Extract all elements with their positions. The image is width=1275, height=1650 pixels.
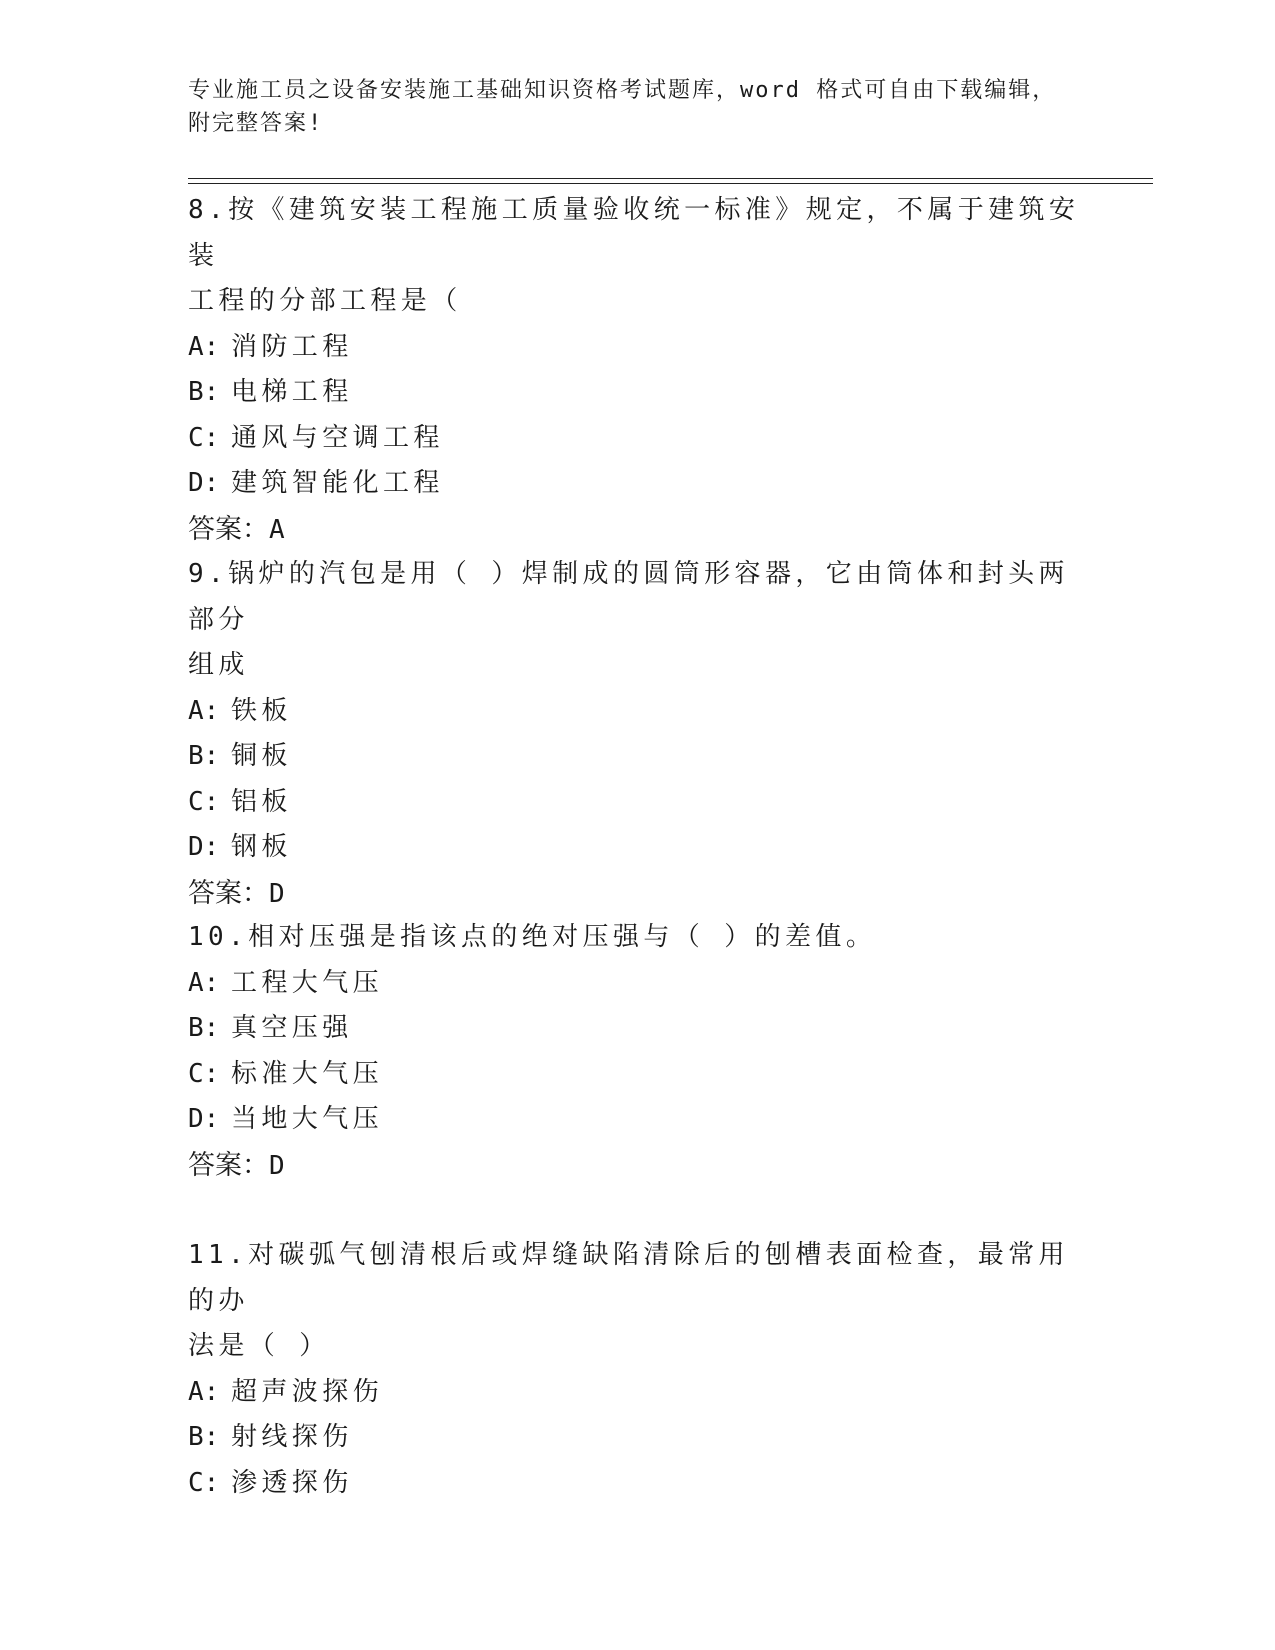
question-stem-line-2: 法是（ ） xyxy=(188,1331,330,1361)
option-text: 消防工程 xyxy=(231,331,353,362)
option-d xyxy=(188,1097,1088,1143)
option-text: 建筑智能化工程 xyxy=(231,468,444,498)
question-8 xyxy=(188,188,1088,553)
option-b xyxy=(188,1006,1088,1052)
option-letter: A: xyxy=(188,331,220,362)
answer-value: A xyxy=(269,514,285,545)
answer-label: 答案： xyxy=(188,877,269,909)
option-letter: D: xyxy=(188,468,220,498)
answer-line xyxy=(188,507,1088,554)
option-c xyxy=(188,416,1088,462)
option-letter: D: xyxy=(188,1104,220,1134)
question-stem-line-1: 9.锅炉的汽包是用（ ）焊制成的圆筒形容器，它由筒体和封头两部分 xyxy=(188,559,1069,635)
option-text: 铝板 xyxy=(231,786,292,817)
option-d xyxy=(188,461,1088,507)
header-line-2: 附完整答案! xyxy=(188,111,324,136)
option-letter: C: xyxy=(188,786,220,817)
option-text: 通风与空调工程 xyxy=(231,422,444,453)
answer-label: 答案： xyxy=(188,513,269,545)
option-text: 钢板 xyxy=(231,832,292,862)
option-d xyxy=(188,825,1088,871)
answer-label: 答案： xyxy=(188,1149,269,1181)
option-text: 超声波探伤 xyxy=(231,1376,384,1407)
option-text: 铁板 xyxy=(231,695,292,726)
option-a xyxy=(188,325,1088,371)
question-stem-line-2: 工程的分部工程是（ xyxy=(188,286,462,316)
option-letter: A: xyxy=(188,695,220,726)
option-letter: B: xyxy=(188,1422,220,1452)
question-11 xyxy=(188,1233,1088,1506)
question-stem-line-1: 11.对碳弧气刨清根后或焊缝缺陷清除后的刨槽表面检查，最常用的办 xyxy=(188,1240,1069,1316)
question-stem-line-1: 8.按《建筑安装工程施工质量验收统一标准》规定，不属于建筑安装 xyxy=(188,195,1080,271)
question-stem-line-1: 10.相对压强是指该点的绝对压强与（ ）的差值。 xyxy=(188,922,877,952)
option-text: 工程大气压 xyxy=(231,967,384,998)
option-letter: A: xyxy=(188,967,220,998)
option-text: 真空压强 xyxy=(231,1013,353,1043)
answer-line xyxy=(188,871,1088,918)
option-text: 渗透探伤 xyxy=(231,1467,353,1498)
option-a xyxy=(188,1370,1088,1416)
option-a xyxy=(188,961,1088,1007)
option-c xyxy=(188,1461,1088,1507)
option-letter: B: xyxy=(188,1013,220,1043)
header-divider-top xyxy=(188,178,1153,179)
question-10 xyxy=(188,915,1088,1189)
answer-value: D xyxy=(269,1150,285,1181)
option-letter: B: xyxy=(188,377,220,407)
question-stem-line-2: 组成 xyxy=(188,650,249,680)
option-b xyxy=(188,1415,1088,1461)
option-letter: C: xyxy=(188,1058,220,1089)
option-text: 当地大气压 xyxy=(231,1104,384,1134)
header-divider-bottom xyxy=(188,183,1153,184)
option-text: 标准大气压 xyxy=(231,1058,384,1089)
option-c xyxy=(188,780,1088,826)
option-b xyxy=(188,370,1088,416)
option-letter: C: xyxy=(188,1467,220,1498)
option-a xyxy=(188,689,1088,735)
option-text: 电梯工程 xyxy=(231,377,353,407)
option-text: 铜板 xyxy=(231,741,292,771)
option-letter: D: xyxy=(188,832,220,862)
header-line-1: 专业施工员之设备安装施工基础知识资格考试题库，word 格式可自由下载编辑， xyxy=(188,78,1057,103)
question-9 xyxy=(188,552,1088,917)
option-letter: A: xyxy=(188,1376,220,1407)
answer-line xyxy=(188,1143,1088,1190)
answer-value: D xyxy=(269,878,285,909)
option-b xyxy=(188,734,1088,780)
option-c xyxy=(188,1052,1088,1098)
option-text: 射线探伤 xyxy=(231,1422,353,1452)
document-header xyxy=(188,74,1088,140)
option-letter: B: xyxy=(188,741,220,771)
option-letter: C: xyxy=(188,422,220,453)
